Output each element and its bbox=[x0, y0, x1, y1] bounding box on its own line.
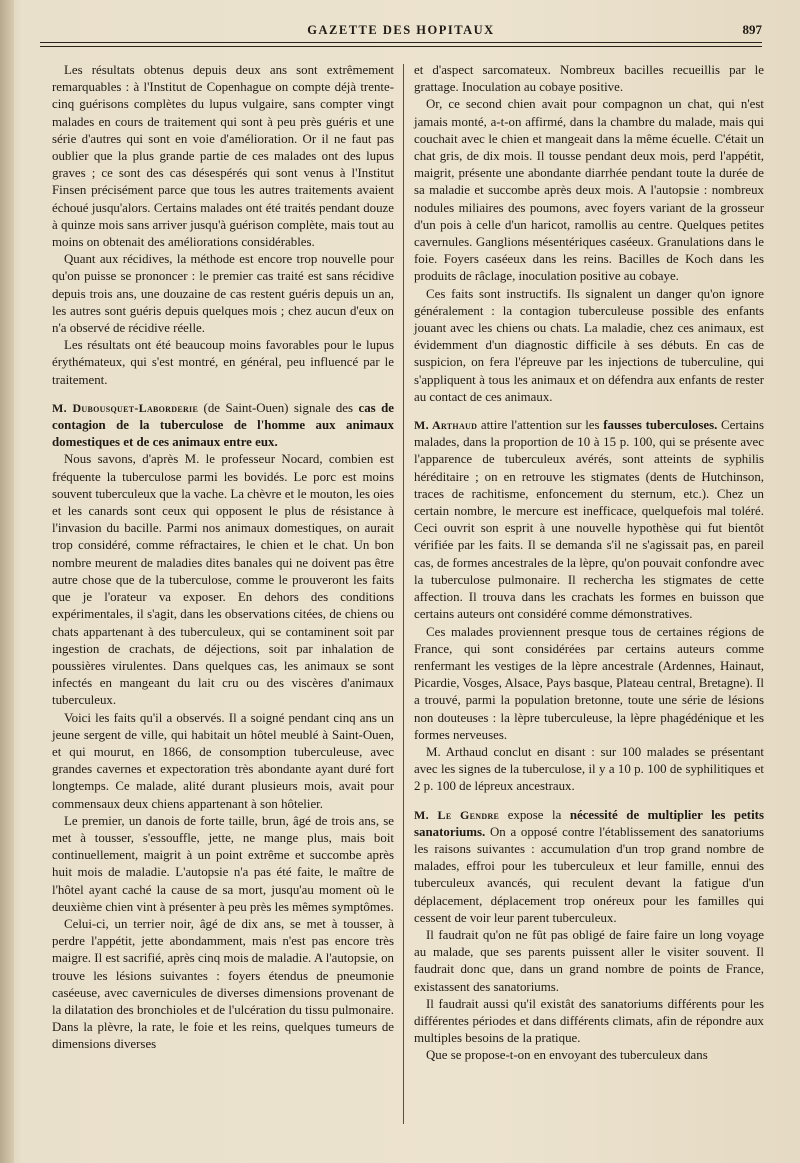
heading-connector: expose la bbox=[499, 807, 570, 822]
page-binding-edge bbox=[0, 0, 14, 1163]
paragraph: Celui-ci, un terrier noir, âgé de dix ans, se met à tousser, à perdre l'appétit, jette abondamment, mais n'est pas encore très maigre. Il est sacrifié, après cinq mois de maladie. A l'autopsie, on trouve les lésions suivantes : foyers étendus de pneumonie caséeuse, avec cavernicules de diverses dimensions provenant de la dilatation des bronchioles et de l'ulcération du tissu pulmonaire. Dans la plèvre, la rate, le foie et les reins, quelques tumeurs de dimensions diverses bbox=[52, 916, 394, 1052]
right-column bbox=[414, 62, 764, 1065]
paragraph: Les résultats obtenus depuis deux ans sont extrêmement remarquables : à l'Institut de Copenhague on compte déjà trente-cinq guérisons complètes du lupus vulgaire, sans compter vingt malades en cours de traitement qui sont à peu près guéris et une série d'autres qui sont en voie d'amélioration. Or il ne faut pas oublier que la plus grande partie de ces malades ont des lupus graves ; ce sont des cas désespérés qui sont venus à l'Institut Finsen précisément parce que tous les autres traitements avaient échoué jusqu'alors. Certains malades ont été traités pendant douze à quinze mois sans arriver jusqu'à guérison complète, mais tout au moins on obtenait des améliorations considérables. bbox=[52, 63, 394, 250]
paragraph: Nous savons, d'après M. le professeur Nocard, combien est fréquente la tuberculose parmi les bovidés. Le porc est moins souvent tuberculeux que la vache. La chèvre et le mouton, les oies et les canards sont ceux qui opposent le plus de résistance à l'invasion du bacille. Parmi nos animaux domestiques, on aurait trop considéré, comme réfractaires, le chien et le chat. Un bon nombre meurent de maladies dites banales qui ne doivent pas être autre chose que de la tuberculose, comme le prouveront les faits que je l'orateur va exposer. En dehors des conditions expérimentales, il s'agit, dans les observations citées, de chiens ou chats appartenant à des tuberculeux, qui se contaminent soit par ingestion de crachats, de déjections, soit par inhalation de poussières virulentes. Dans quelques cas, les animaux se sont infectés en mangeant du lait cru ou des viscères d'animaux tuberculeux. bbox=[52, 452, 394, 708]
heading-connector: attire l'attention sur les bbox=[477, 418, 604, 433]
paragraph: Les résultats ont été beaucoup moins favorables pour le lupus érythémateux, qui s'est montré, en général, peu influencé par le traitement. bbox=[52, 338, 394, 387]
page-header bbox=[40, 20, 762, 40]
column-divider bbox=[403, 64, 404, 1124]
section-heading-dubousquet bbox=[52, 400, 394, 452]
section-title: fausses tuberculoses. bbox=[603, 418, 718, 433]
section-heading-le-gendre bbox=[414, 807, 764, 927]
paragraph: Or, ce second chien avait pour compagnon un chat, qui n'est jamais monté, a-t-on affirmé, dans la chambre du malade, mais qui couchait avec le chien et mangeait dans la même écuelle. C'était un chat gris, de dix mois. Il tousse pendant deux mois, perd l'appétit, maigrit, présente une abondante diarrhée pendant toute la durée de sa maladie et succombe après deux mois. A l'autopsie : nombreux nodules miliaires des poumons, avec foyers variant de la grosseur d'un pois à celle d'un haricot, ramollis au centre. Quelques petites cavernules. Ganglions mésentériques caséeux. Granulations dans le foie. Foyers caséeux dans les reins. Bacilles de Koch dans les produits de râclage, inoculation positive au cobaye. bbox=[414, 97, 764, 284]
journal-title: GAZETTE DES HOPITAUX bbox=[307, 23, 495, 37]
paragraph: M. Arthaud conclut en disant : sur 100 malades se présentant avec les signes de la tuberculose, il y a 10 p. 100 de syphilitiques et 2 p. 100 de lépreux ancestraux. bbox=[414, 744, 764, 794]
paragraph: Il faudrait qu'on ne fût pas obligé de faire faire un long voyage au malade, que ses parents puissent aller le visiter souvent. Il faudrait donc que, dans un grand nombre de points de France, existassent des sanatoriums. bbox=[414, 927, 764, 994]
speaker-name: M. Arthaud bbox=[414, 418, 478, 433]
section-title: nécessité de multiplier les petits sanatoriums. bbox=[414, 807, 764, 839]
paragraph: et d'aspect sarcomateux. Nombreux bacilles recueillis par le grattage. Inoculation au cobaye positive. bbox=[414, 63, 764, 95]
header-rule-thin bbox=[40, 46, 762, 47]
paragraph: Le premier, un danois de forte taille, brun, âgé de trois ans, se met à tousser, s'essouffle, jette, ne mange plus, mais boit continuellement, maigrit à un point extrême et succombe après huit mois de maladie. L'autopsie n'a pas été faite, le maître de l'hôtel ayant caché la cause de sa mort, jusqu'au moment où le deuxième chien vint à présenter à peu près les mêmes symptômes. bbox=[52, 813, 394, 914]
paragraph: Ces faits sont instructifs. Ils signalent un danger qu'on ignore généralement : la contagion tuberculeuse possible des enfants jouant avec les chiens ou chats. La maladie, chez ces animaux, est évidemment d'un diagnostic difficile à ses débuts. En cas de suspicion, on fera l'épreuve par les injections de tuberculine, qui s'appliquent à tous les animaux et on défendra aux enfants de rester au contact de ces animaux. bbox=[414, 286, 764, 404]
page-number: 897 bbox=[742, 22, 762, 37]
header-rule bbox=[40, 42, 762, 43]
section-title: cas de contagion de la tuberculose de l'homme aux animaux domestiques et de ces animaux entre eux. bbox=[52, 400, 394, 450]
speaker-affiliation: (de Saint-Ouen) signale des bbox=[198, 400, 359, 415]
left-column bbox=[52, 62, 394, 1054]
section-heading-arthaud bbox=[414, 417, 764, 623]
paragraph: Voici les faits qu'il a observés. Il a soigné pendant cinq ans un jeune sergent de ville, qui habitait un hôtel meublé à Saint-Ouen, et qui mourut, en 1866, de consomption tuberculeuse, avec grandes cavernes et expectoration très abondante ayant duré fort longtemps. Ce malade, alité durant plusieurs mois, avait pour commensaux deux chiens appartenant à son hôtelier. bbox=[52, 710, 394, 811]
paragraph: Que se propose-t-on en envoyant des tuberculeux dans bbox=[426, 1048, 708, 1063]
paragraph: Ces malades proviennent presque tous de certaines régions de France, qui sont considérées par certains auteurs comme renfermant les vestiges de la lèpre ancestrale (Ardennes, Hainaut, Picardie, Vosges, Alsace, Pays basque, Plateau central, Bretagne). Il a trouvé, parmi la population bretonne, toute une série de lésions non douteuses : la lèpre tuberculeuse, la lèpre phagédénique et les formes nerveuses. bbox=[414, 624, 764, 742]
speaker-name: M. Le Gendre bbox=[414, 807, 500, 822]
paragraph: Quant aux récidives, la méthode est encore trop nouvelle pour qu'on puisse se prononcer : le premier cas traité est sans récidive depuis trois ans, une douzaine de cas restent guéris depuis un an, les autres sont guéris depuis quelques mois ; chez aucun d'eux on n'a observé de récidive réelle. bbox=[52, 252, 394, 336]
paragraph: Il faudrait aussi qu'il existât des sanatoriums différents pour les différentes périodes et dans différents climats, afin de répondre aux multiples besoins de la pratique. bbox=[414, 996, 764, 1046]
speaker-name: M. Dubousquet-Laborderie bbox=[52, 400, 199, 415]
section-text: Certains malades, dans la proportion de 10 à 15 p. 100, qui se présente avec l'apparence de tuberculeux avérés, sont atteints de syphilis héréditaire ; on en retrouve les stigmates (dents de Hutchinson, traces de rachitisme, enfoncement du sternum, etc.). Chez un certain nombre, le mercure est inefficace, quelquefois mal toléré. Ceci ouvrit son esprit à une nouvelle hypothèse qui fut bientôt vérifiée par les faits. Il se demanda s'il ne s'agissait pas, en pareil cas, de formes ancestrales de la lèpre, qu'on pouvait confondre avec la tuberculose pulmonaire. Il rechercha les stigmates de cette affection. Il trouva dans les crachats les formes en buisson que certains auteurs ont considéré comme démonstratives. bbox=[414, 418, 764, 622]
section-text: On a opposé contre l'établissement des sanatoriums les raisons suivantes : accumulation d'un trop grand nombre de malades, effroi pour les tuberculeux et leur famille, ennui des tuberculeux avancés, qui reculent devant la fatigue d'un déplacement, déplacement trop onéreux pour les familles qui cessent de voir leur parent tuberculeux. bbox=[414, 824, 764, 925]
